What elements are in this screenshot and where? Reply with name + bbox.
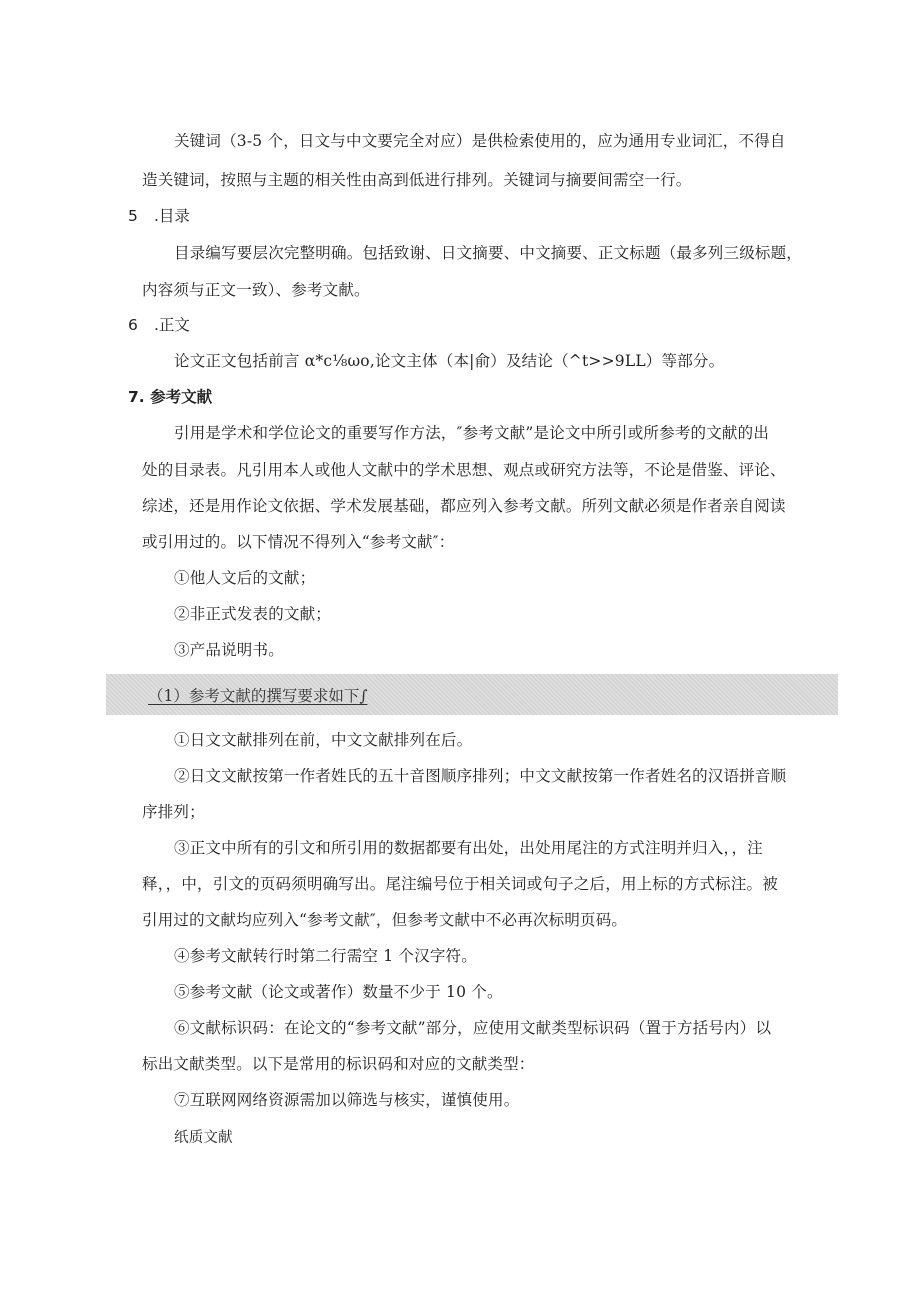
references-para-line-4: 或引用过的。以下情况不得列入“参考文献″： [142,533,455,551]
section-5-heading [128,206,190,226]
requirement-item-3-line-2: 释，，中，引文的页码须明确写出。尾注编号位于相关词或句子之后，用上标的方式标注。被 [142,875,778,893]
exclusion-item-1: ①他人文后的文献； [174,569,316,587]
requirement-item-7: ⑦互联网网络资源需加以筛选与核实，谨慎使用。 [174,1091,520,1109]
toc-line-2: 内容须与正文一致）、参考文献。 [142,281,370,299]
requirement-item-4: ④参考文献转行时第二行需空 1 个汉字符。 [174,947,477,965]
requirement-item-5: ⑤参考文献（论文或著作）数量不少于 10 个。 [174,983,503,1001]
requirement-item-3-line-3: 引用过的文献均应列入“参考文献″，但参考文献中不必再次标明页码。 [142,911,628,929]
references-para-line-1: 引用是学术和学位论文的重要写作方法，″参考文献”是论文中所引或所参考的文献的出 [174,424,770,442]
section-5-title: .目录 [154,207,190,225]
exclusion-item-2: ②非正式发表的文献； [174,605,332,623]
requirement-item-1: ①日文文献排列在前，中文文献排列在后。 [174,731,473,749]
requirement-item-6-line-2: 标出文献类型。以下是常用的标识码和对应的文献类型： [142,1055,535,1073]
requirement-item-2-line-2: 序排列； [142,803,205,821]
keywords-line-1: 关键词（3-5 个，日文与中文要完全对应）是供检索使用的，应为通用专业词汇，不得自 [174,132,786,150]
requirement-item-3-line-1: ③正文中所有的引文和所引用的数据都要有出处，出处用尾注的方式注明并归入，，注 [174,839,763,857]
requirement-item-6-line-1: ⑥文献标识码：在论文的“参考文献”部分，应使用文献类型标识码（置于方括号内）以 [174,1019,772,1037]
section-6-number: 6 [128,316,138,334]
references-para-line-3: 综述，还是用作论文依据、学术发展基础，都应列入参考文献。所列文献必须是作者亲自阅读 [142,497,786,515]
section-5-number: 5 [128,207,138,225]
exclusion-item-3: ③产品说明书。 [174,641,284,659]
body-text-line-1: 论文正文包括前言 α*c⅛ωo,论文主体（本|俞）及结论（^t>>9LL）等部分。 [174,352,725,370]
section-7-heading: 7. 参考文献 [128,388,213,406]
requirements-heading: （1）参考文献的撰写要求如下∫ [148,687,368,705]
requirement-item-2-line-1: ②日文文献按第一作者姓氏的五十音图顺序排列；中文文献按第一作者姓名的汉语拼音顺 [174,767,787,785]
references-para-line-2: 处的目录表。凡引用本人或他人文献中的学术思想、观点或研究方法等，不论是借鉴、评论、 [142,461,786,479]
section-6-title: .正文 [154,316,190,334]
keywords-line-2: 造关键词，按照与主题的相关性由高到低进行排列。关键词与摘要间需空一行。 [142,171,692,189]
toc-line-1: 目录编写要层次完整明确。包括致谢、日文摘要、中文摘要、正文标题（最多列三级标题， [174,244,803,262]
section-6-heading [128,315,190,335]
paper-documents-label: 纸质文献 [174,1130,233,1146]
